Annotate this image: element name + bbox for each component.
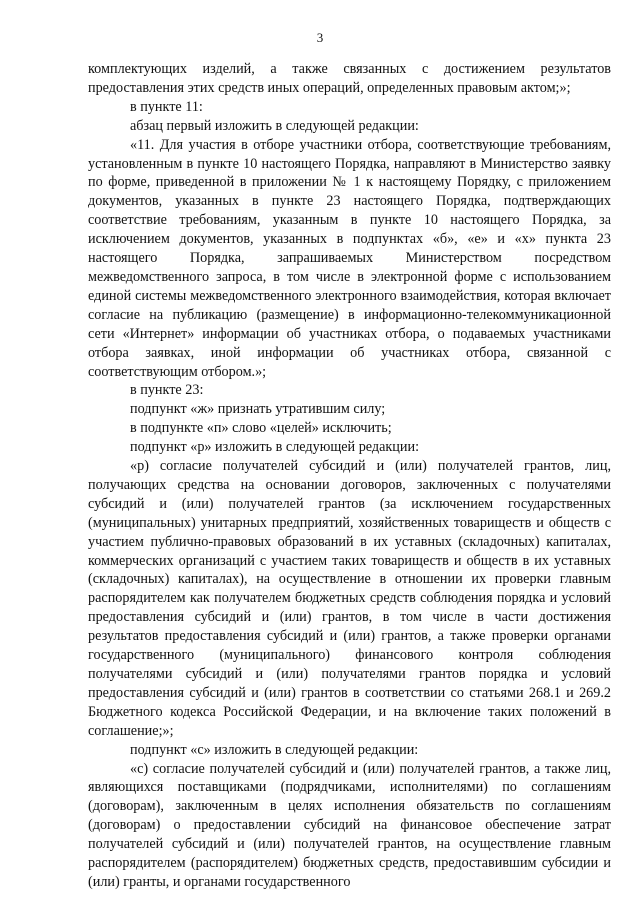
paragraph: в пункте 23: (130, 382, 204, 399)
paragraph: «с) согласие получателей субсидий и (или) получателей грантов, а также лиц, являющихся поставщиками (подрядчиками, исполнителями) по соглашениям (договорам), заключенным в целях исполнения обязательств по соглашениям (договорам) о предоставлении субсидий на финансовое обеспечение затрат получателей субсидий и (или) получателей грантов, на осуществление главным распорядителем (распорядителем) бюджетных средств, предоставившим субсидии и (или) гранты, и органами государственного (88, 760, 611, 890)
paragraph: «р) согласие получателей субсидий и (или) получателей грантов, лиц, получающих средства на основании договоров, заключенных с получателями субсидий и (или) получателей грантов (за исключением государственных (муниципальных) унитарных предприятий, хозяйственных товариществ и обществ с участием публично-правовых образований в их уставных (складочных) капиталах, коммерческих организаций с участием таких товариществ и обществ в их уставных (складочных) капиталах), на осуществление в отношении их проверки главным распорядителем как получателем бюджетных средств соблюдения порядка и условий предоставления субсидий и (или) грантов, в том числе в части достижения результатов предоставления субсидий и (или) грантов, а также проверки органами государственного (муниципального) финансового контроля соблюдения получателями субсидий и (или) получателями грантов порядка и условий предоставления субсидий и (или) грантов в соответствии со статьями 268.1 и 269.2 Бюджетного кодекса Российской Федерации, и на включение таких положений в соглашение;»; (88, 458, 611, 739)
paragraph: подпункт «р» изложить в следующей редакции: (130, 439, 420, 456)
paragraph: комплектующих изделий, а также связанных с достижением результатов предоставления этих средств иных операций, определенных правовым актом;»; (88, 61, 611, 96)
paragraph: подпункт «ж» признать утратившим силу; (130, 401, 386, 418)
paragraph: подпункт «с» изложить в следующей редакции: (130, 741, 419, 758)
paragraph: в подпункте «п» слово «целей» исключить; (130, 420, 392, 437)
paragraph: абзац первый изложить в следующей редакции: (130, 117, 419, 134)
paragraph: в пункте 11: (130, 98, 203, 115)
page-number: 3 (316, 30, 324, 45)
document-body (88, 60, 611, 892)
paragraph: «11. Для участия в отборе участники отбора, соответствующие требованиям, установленным в пункте 10 настоящего Порядка, направляют в Министерство заявку по форме, приведенной в приложении № 1 к настоящему Порядку, с приложением документов, указанных в пункте 23 настоящего Порядка, подтверждающих соответствие требованиям, указанным в пункте 10 настоящего Порядка, за исключением документов, указанных в подпунктах «б», «е» и «х» пункта 23 настоящего Порядка, запрашиваемых Министерством посредством межведомственного запроса, в том числе в электронной форме с использованием единой системы межведомственного электронного взаимодействия, которая включает согласие на публикацию (размещение) в информационно-телекоммуникационной сети «Интернет» информации об участниках отбора, о подаваемых участниками отбора заявках, иной информации об участниках отбора, связанной с соответствующим отбором.»; (88, 136, 611, 380)
